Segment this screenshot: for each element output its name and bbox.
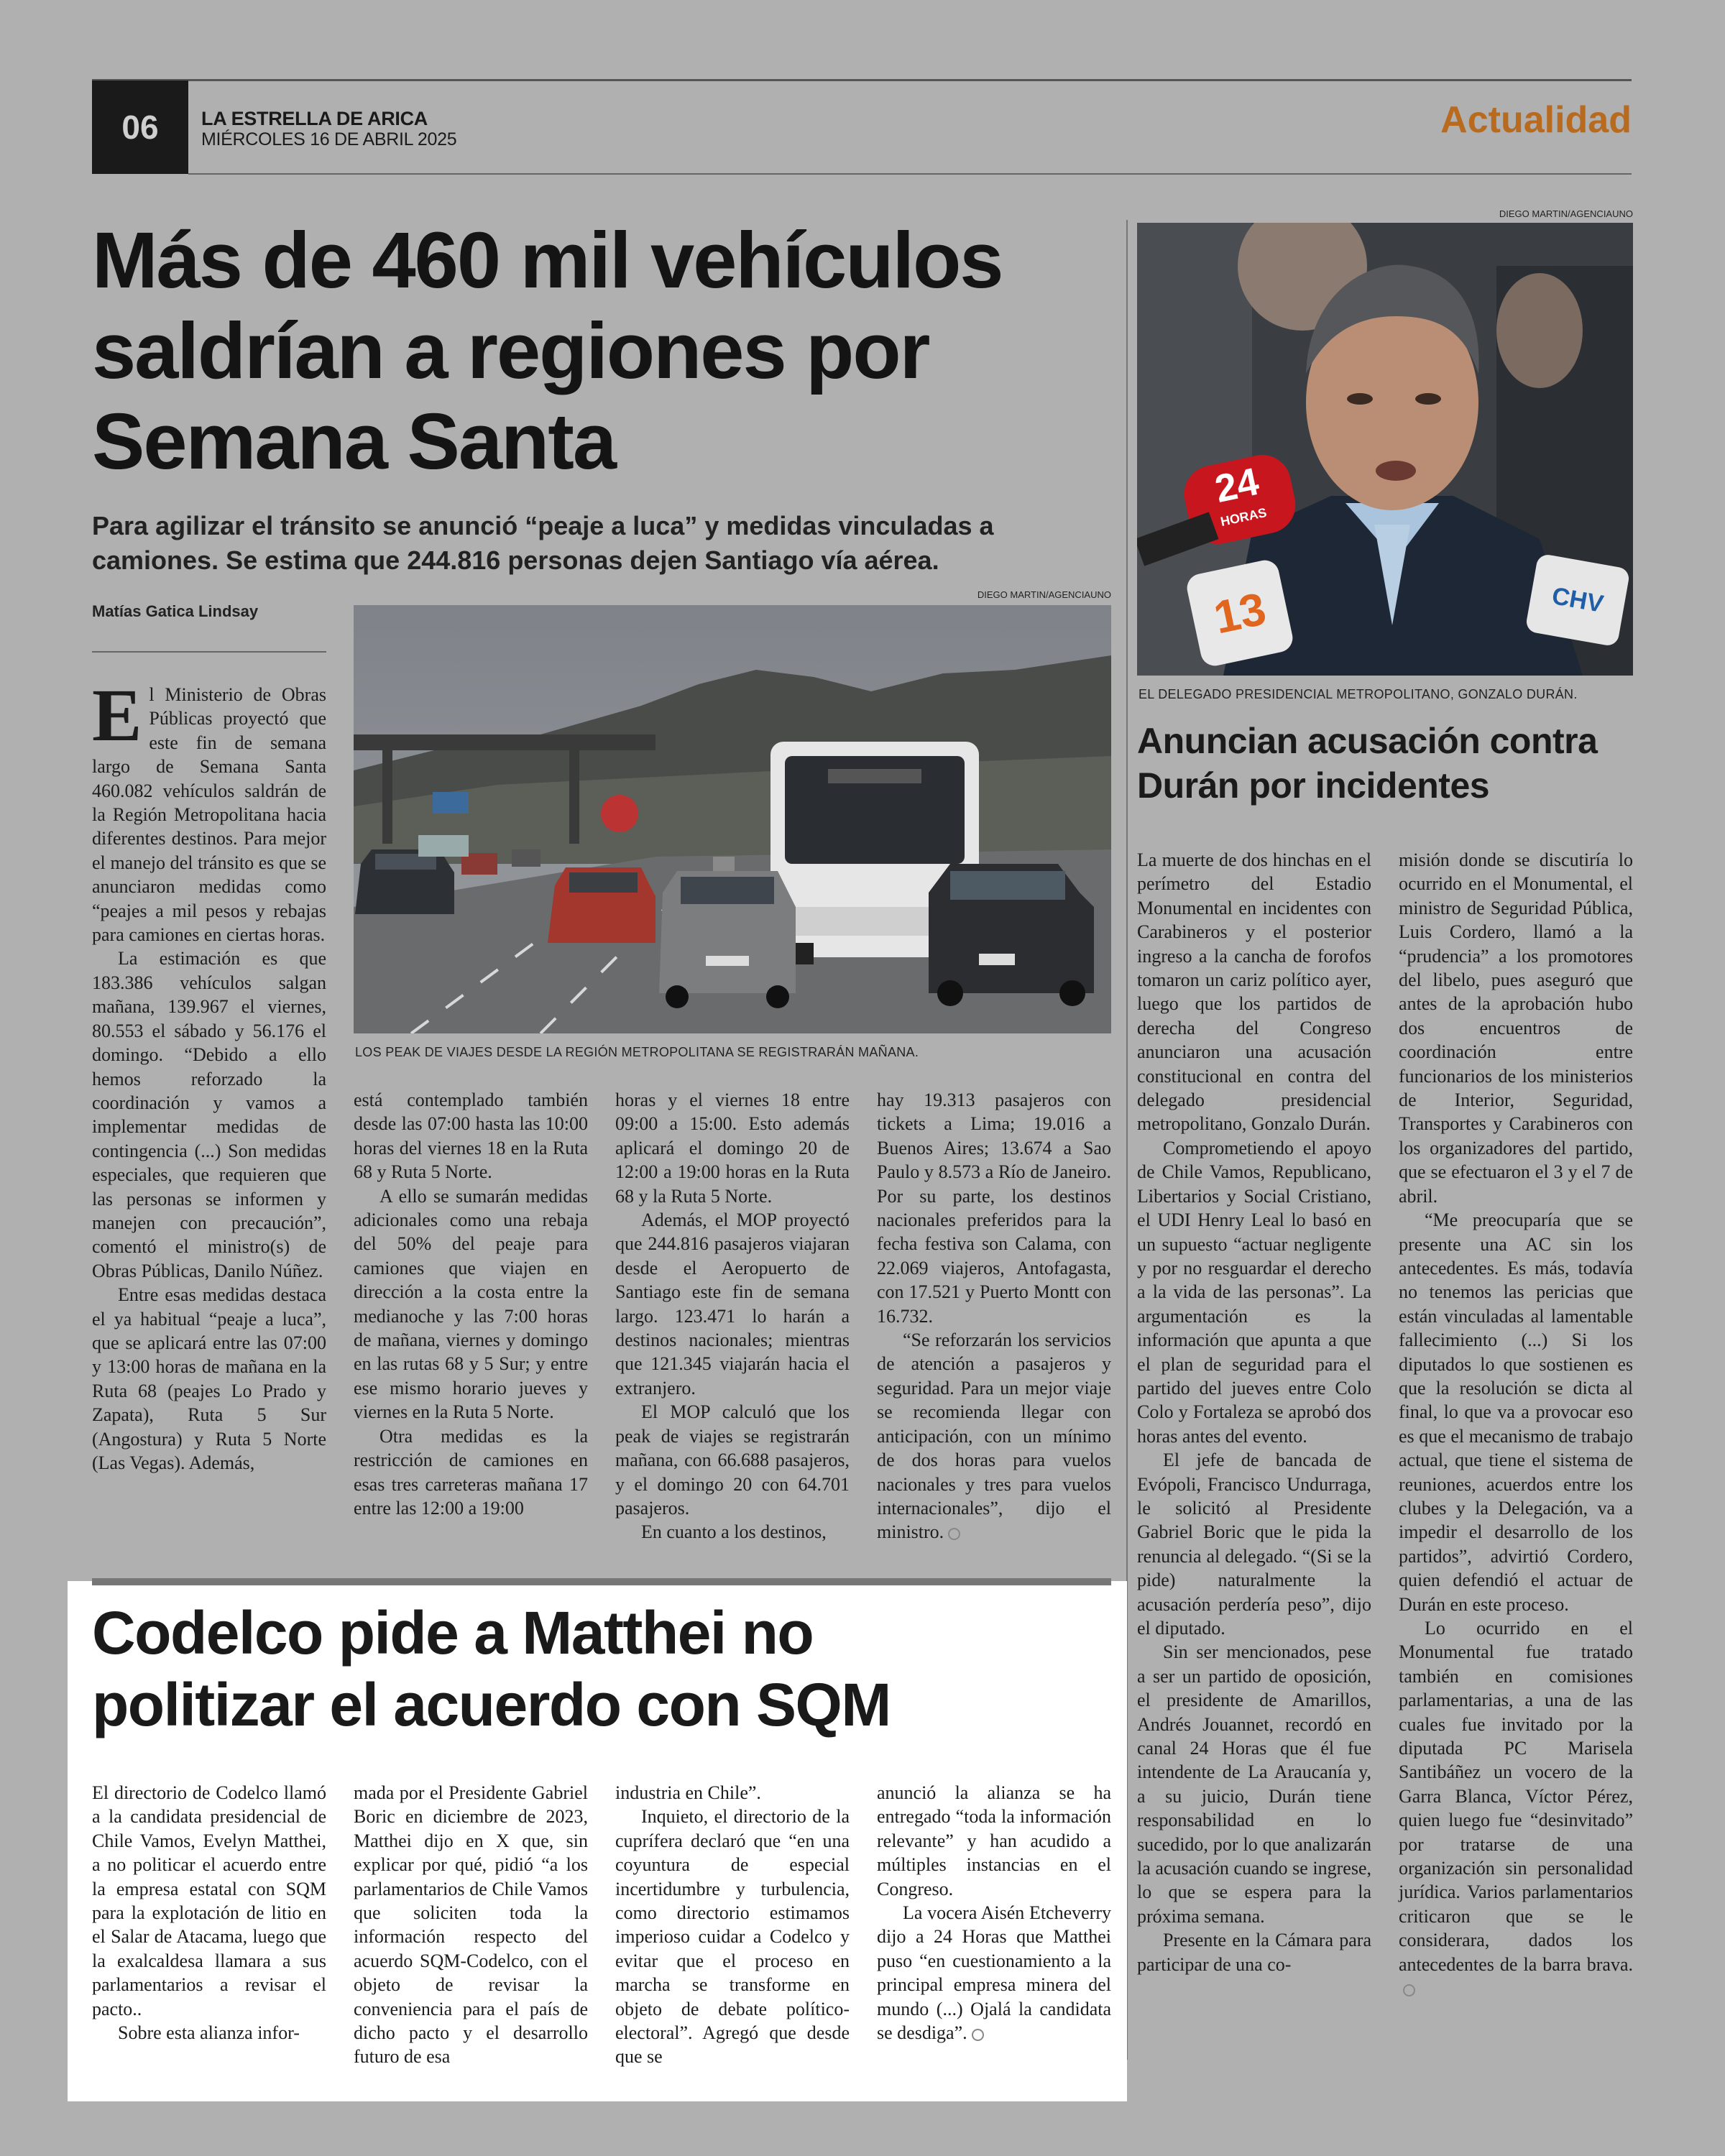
side-col2-para2: “Me preocuparía que se presente una AC sin los antecedentes. Es más, todavía no tenemos las pericias que están vinculadas al lamentable fallecimiento (...) Si los diputados lo que sostienen es que la resolución se dicta al final, lo que va a provocar eso es que el mecanismo de trabajo actual, que tiene el sistema de reuniones, acuerdos entre los clubes y la Delegación, va a impedir el desarrollo de los partidos”, advirtió Cordero, quien defendió el actuar de Durán en este proceso. — [1399, 1210, 1633, 1615]
main-col2-para3: Otra medidas es la restricción de camiones en esas tres carreteras mañana 17 entre las 12:00 a 19:00 — [354, 1425, 588, 1519]
mic-13-number: 13 — [1209, 582, 1271, 644]
main-col1-para2: La estimación es que 183.386 vehículos salgan mañana, 139.967 el viernes, 80.553 el sábado y 56.176 el domingo. “Debido a ello hemos reforzado la coordinación y vamos a implementar medidas de contingencia (...) Son medidas especiales, que requieren que las personas se informen y manejen con precaución”, comentó el ministro(s) de Obras Públicas, Danilo Núñez. — [92, 948, 326, 1281]
header-bottom-rule — [188, 173, 1632, 175]
duran-photo — [1137, 223, 1633, 676]
header-top-rule — [92, 79, 1632, 81]
main-col2-para2: A ello se sumarán medidas adicionales como una rebaja del 50% del peaje para camiones que viajen en dirección a la costa entre la medianoche y las 7:00 horas de mañana, viernes y domingo en las rutas 68 y 5 Sur; y entre ese mismo horario jueves y viernes en la Ruta 5 Norte. — [354, 1185, 588, 1423]
bottom-col3-para1: industria en Chile”. — [615, 1782, 761, 1803]
dropcap: E — [92, 674, 142, 757]
main-col-1 — [92, 674, 326, 1475]
main-col1-para1: El Ministerio de Obras Públicas proyectó que este fin de semana largo de Semana Santa 460.082 vehículos saldrán de la Región Metropolitana hacia diferentes destinos. Para mejor el manejo del tránsito es que se anunciaron medidas como “peajes a mil pesos y rebajas para camiones en ciertas horas. — [92, 674, 326, 946]
side-col-2 — [1399, 848, 1633, 2001]
bottom-col4-para2: La vocera Aisén Etcheverry dijo a 24 Horas que Matthei puso “en cuestionamiento a la principal empresa minera del mundo (...) Ojalá la candidata se desdiga”. — [877, 1902, 1111, 2044]
bottom-col1-para2: Sobre esta alianza infor- — [118, 2022, 300, 2044]
side-col2-para3: Lo ocurrido en el Monumental fue tratado también en comisiones parlamentarias, a una de las cuales fue invitado por la diputada PC Marisela Santibáñez un vocero de la Garra Blanca, Víctor Pérez, quien luego fue “desinvitado” por tratarse de una organización sin personalidad jurídica. Varios parlamentarios criticaron que se le considerara, dados los antecedentes de la barra brava. — [1399, 1616, 1633, 2001]
side-photo-caption: EL DELEGADO PRESIDENCIAL METROPOLITANO, GONZALO DURÁN. — [1138, 687, 1578, 701]
main-deck: Para agilizar el tránsito se anunció “peaje a luca” y medidas vinculadas a camiones. Se estima que 244.816 personas dejen Santiago vía aérea. — [92, 511, 994, 575]
side-col1-para5: Presente en la Cámara para participar de una co- — [1137, 1930, 1371, 1975]
bottom-col-1 — [92, 1781, 326, 2045]
mic-13 — [1184, 558, 1295, 668]
main-col3-para3: El MOP calculó que los peak de viajes se registrarán mañana, con 66.688 pasajeros, y el domingo 20 con 64.701 pasajeros. — [615, 1401, 850, 1519]
bottom-col-3 — [615, 1781, 850, 2069]
byline: Matías Gatica Lindsay — [92, 602, 259, 620]
bottom-col1-para1: El directorio de Codelco llamó a la candidata presidencial de Chile Vamos, Evelyn Matthei, a no politicar el acuerdo entre la empresa estatal con SQM para la explotación de litio en el Salar de Atacama, luego que la exalcaldesa llamara a sus parlamentarios a revisar el pacto.. — [92, 1782, 326, 2019]
main-col4-para1: hay 19.313 pasajeros con tickets a Lima; 19.016 a Buenos Aires; 13.674 a Sao Paulo y 8.573 a Río de Janeiro. Por su parte, los destinos nacionales preferidos para la fecha festiva son Calama, con 22.069 viajeros, Antofagasta, con 17.521 y Puerto Montt con 16.732. — [877, 1089, 1111, 1327]
issue-date: MIÉRCOLES 16 DE ABRIL 2025 — [201, 129, 457, 149]
main-col-4 — [877, 1088, 1111, 1544]
main-col2-para1: está contemplado también desde las 07:00 hasta las 10:00 horas del viernes 18 en la Ruta 68 y Ruta 5 Norte. — [354, 1089, 588, 1183]
main-col-2 — [354, 1088, 588, 1520]
newspaper-name: LA ESTRELLA DE ARICA — [201, 108, 428, 129]
side-col1-para2: Comprometiendo el apoyo de Chile Vamos, Republicano, Libertarios y Social Cristiano, el UDI Henry Leal lo basó en un supuesto “actuar negligente y por no resguardar el derecho a la vida de las personas”. La argumentación es la información que apunta a que el plan de seguridad para el partido del jueves entre Colo Colo y Fortaleza se aprobó dos horas antes del evento. — [1137, 1137, 1371, 1447]
mic-chv — [1524, 553, 1630, 648]
bottom-col-2 — [354, 1781, 588, 2069]
mic-chv-label: CHV — [1550, 581, 1606, 618]
byline-rule — [92, 651, 326, 653]
main-photo-credit: DIEGO MARTIN/AGENCIAUNO — [977, 589, 1111, 600]
main-col1-para3: Entre esas medidas destaca el ya habitual “peaje a luca”, que se aplicará entre las 07:00 y 13:00 horas de mañana en la Ruta 68 (peajes Lo Prado y Zapata), Ruta 5 Sur (Angostura) y Ruta 5 Norte (Las Vegas). Además, — [92, 1284, 326, 1473]
end-mark-icon — [972, 2029, 984, 2041]
end-mark-icon — [948, 1528, 960, 1540]
mic-24horas-label: HORAS — [1219, 505, 1269, 529]
side-headline: Anuncian acusación contra Durán por incidentes — [1137, 721, 1598, 806]
side-col2-para1: misión donde se discutiría lo ocurrido en el Monumental, el ministro de Seguridad Pública, Luis Cordero, llamó a la “prudencia” a los promotores del libelo, pues aseguró que antes de la aprobación hubo dos encuentros de coordinación entre funcionarios de los ministerios de Interior, Seguridad, Transportes y Carabineros con los organizadores del partido, que se efectuaron el 3 y el 7 de abril. — [1399, 849, 1633, 1207]
bottom-col3-para2: Inquieto, el directorio de la cuprífera declaró que “en una coyuntura de especial incertidumbre y turbulencia, como directorio estimamos imperioso cuidar a Codelco y evitar que el proceso en marcha se transforme en objeto de debate político-electoral”. Agregó que desde que se — [615, 1806, 850, 2068]
side-photo-credit: DIEGO MARTIN/AGENCIAUNO — [1499, 208, 1633, 219]
page-number: 06 — [121, 109, 159, 146]
section-name: Actualidad — [1440, 99, 1632, 141]
main-col4-para2: “Se reforzarán los servicios de atención a pasajeros y seguridad. Para un mejor viaje se recomienda llegar con anticipación, con un mínimo de dos horas para vuelos nacionales y tres para vuelos internacionales”, dijo el ministro. — [877, 1330, 1111, 1543]
main-headline: Más de 460 mil vehículos saldrían a regiones por Semana Santa — [92, 216, 1003, 486]
main-col3-para4: En cuanto a los destinos, — [641, 1521, 827, 1543]
side-col-1 — [1137, 848, 1371, 1976]
bottom-article-top-rule — [92, 1578, 1111, 1585]
main-col3-para1: horas y el viernes 18 entre 09:00 a 15:00. Esto además aplicará el domingo 20 de 12:00 a 19:00 horas en la Ruta 68 y la Ruta 5 Norte. — [615, 1089, 850, 1207]
highway-photo — [354, 605, 1111, 1033]
bottom-headline: Codelco pide a Matthei no politizar el acuerdo con SQM — [92, 1599, 891, 1738]
mic-24horas-number: 24 — [1211, 459, 1263, 512]
main-col-3 — [615, 1088, 850, 1544]
side-col1-para1: La muerte de dos hinchas en el perímetro del Estadio Monumental en incidentes con Carabineros y el posterior ingreso a la cancha de forofos tomaron un cariz político ayer, luego que los partidos de derecha del Congreso anunciaron una acusación constitucional en contra del delegado presidencial metropolitano, Gonzalo Durán. — [1137, 849, 1371, 1135]
bottom-col2-para1: mada por el Presidente Gabriel Boric en diciembre de 2023, Matthei dijo en X que, sin explicar por qué, pidió “a los parlamentarios de Chile Vamos que soliciten toda la información respecto del acuerdo SQM-Codelco, con el objeto de revisar la conveniencia para el país de dicho pacto y el desarrollo futuro de esa — [354, 1782, 588, 2068]
side-col1-para3: El jefe de bancada de Evópoli, Francisco Undurraga, le solicitó al Presidente Gabriel Boric que le pida la renuncia al delegado. “(Si se la pide) naturalmente la acusación perdería peso”, dijo el diputado. — [1137, 1450, 1371, 1639]
main-photo-caption: LOS PEAK DE VIAJES DESDE LA REGIÓN METROPOLITANA SE REGISTRARÁN MAÑANA. — [355, 1045, 919, 1059]
end-mark-icon — [1403, 1984, 1415, 1996]
bottom-col-4 — [877, 1781, 1111, 2045]
side-col1-para4: Sin ser mencionados, pese a ser un partido de oposición, el presidente de Amarillos, Andrés Jouannet, recordó en canal 24 Horas que él fue intendente de La Araucanía y, a su juicio, Durán tiene responsabilidad en lo sucedido, por lo que analizarán la acusación cuando se ingrese, lo que se espera para la próxima semana. — [1137, 1641, 1371, 1927]
page-number-box — [92, 80, 188, 174]
bottom-col4-para1: anunció la alianza se ha entregado “toda la información relevante” y han acudido a múltiples instancias en el Congreso. — [877, 1782, 1111, 1899]
main-col3-para2: Además, el MOP proyectó que 244.816 pasajeros viajaran desde el Aeropuerto de Santiago este fin de semana largo. 123.471 lo harán a destinos nacionales; mientras que 121.345 viajarán hacia el extranjero. — [615, 1210, 850, 1399]
